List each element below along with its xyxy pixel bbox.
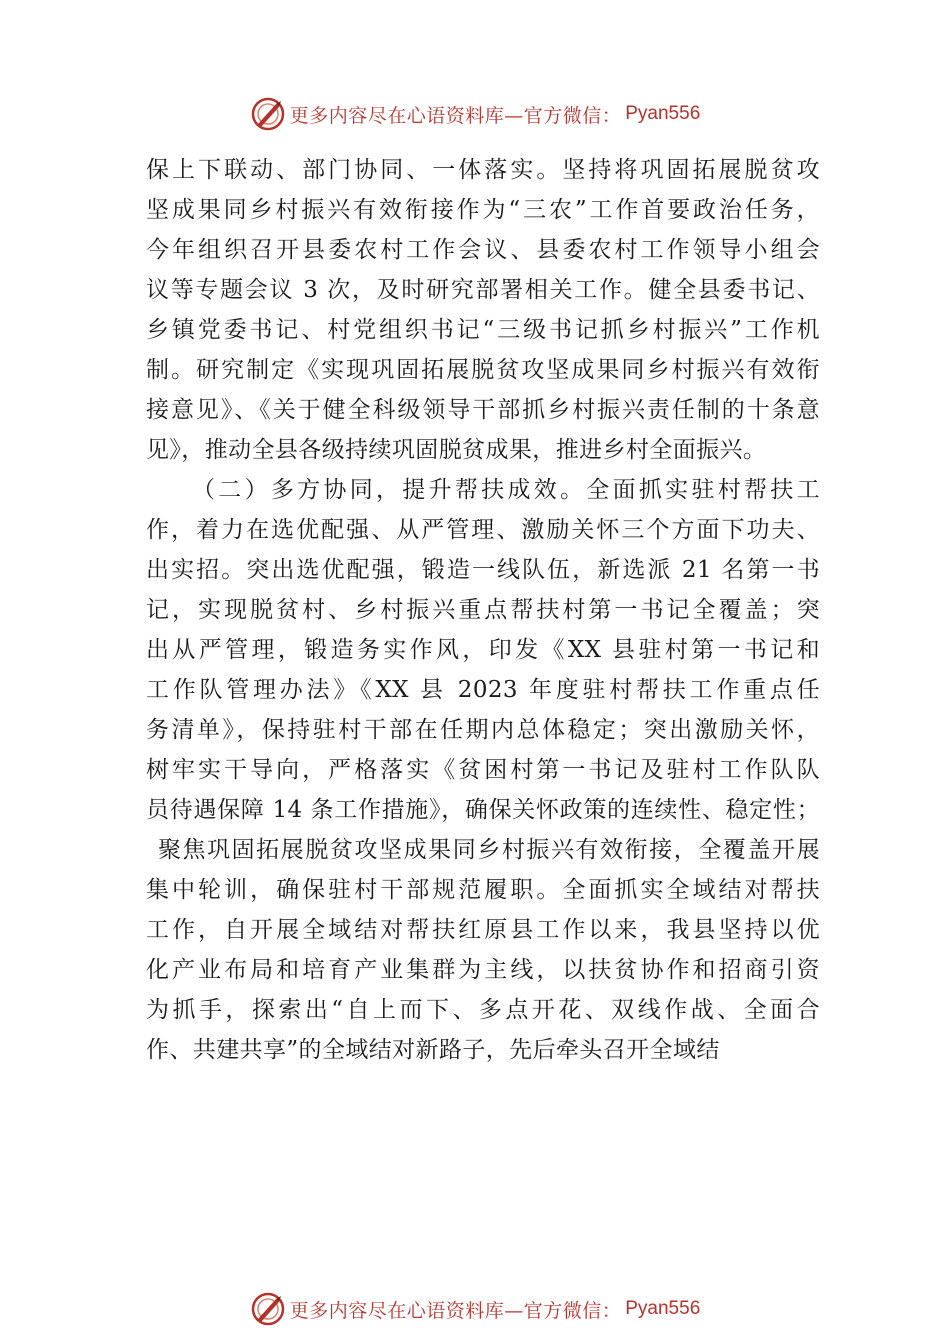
body-line: 化产业布局和培育产业集群为主线，以扶贫协作和招商引资: [146, 957, 820, 983]
body-line: 今年组织召开县委农村工作会议、县委农村工作领导小组会: [146, 237, 820, 263]
document-body: [146, 150, 820, 1070]
section-heading-line: （二）多方协同，提升帮扶成效。全面抓实驻村帮扶工: [192, 477, 820, 503]
body-line: 坚成果同乡村振兴有效衔接作为“三农”工作首要政治任务，: [146, 197, 820, 223]
body-line: 树牢实干导向，严格落实《贫困村第一书记及驻村工作队队: [146, 757, 820, 783]
body-line: 出从严管理，锻造务实作风，印发《XX 县驻村第一书记和: [146, 637, 820, 663]
body-line: 作、共建共享”的全域结对新路子，先后牵头召开全域结: [146, 1037, 720, 1063]
body-line: 工作，自开展全域结对帮扶红原县工作以来，我县坚持以优: [146, 917, 820, 943]
body-line: 接意见》、《关于健全科级领导干部抓乡村振兴责任制的十条意: [146, 397, 820, 423]
body-line: 出实招。突出选优配强，锻造一线队伍，新选派 21 名第一书: [146, 557, 820, 583]
body-line: 员待遇保障 14 条工作措施》，确保关怀政策的连续性、稳定性；: [146, 797, 820, 823]
pen-seal-logo-icon: [250, 96, 286, 132]
banner-text: 更多内容尽在心语资料库—官方微信：: [289, 1299, 622, 1322]
body-line: 见》，推动全县各级持续巩固脱贫成果，推进乡村全面振兴。: [146, 437, 767, 463]
body-line: 保上下联动、部门协同、一体落实。坚持将巩固拓展脱贫攻: [146, 157, 820, 183]
body-line: 记，实现脱贫村、乡村振兴重点帮扶村第一书记全覆盖；突: [146, 597, 820, 623]
body-line: 为抓手，探索出“自上而下、多点开花、双线作战、全面合: [146, 997, 820, 1023]
body-line: 议等专题会议 3 次，及时研究部署相关工作。健全县委书记、: [146, 277, 820, 303]
body-line: 集中轮训，确保驻村干部规范履职。全面抓实全域结对帮扶: [146, 877, 820, 903]
body-line: 聚焦巩固拓展脱贫攻坚成果同乡村振兴有效衔接，全覆盖开展: [158, 837, 820, 863]
banner-wechat-id: Pyan556: [625, 103, 701, 124]
body-line: 作，着力在选优配强、从严管理、激励关怀三个方面下功夫、: [146, 517, 820, 543]
banner-text: 更多内容尽在心语资料库—官方微信：: [289, 104, 622, 127]
banner-wechat-id: Pyan556: [625, 1298, 701, 1319]
footer-banner: [0, 1289, 950, 1329]
body-line: 制。研究制定《实现巩固拓展脱贫攻坚成果同乡村振兴有效衔: [146, 357, 820, 383]
body-line: 务清单》，保持驻村干部在任期内总体稳定；突出激励关怀，: [146, 717, 820, 743]
body-line: 工作队管理办法》《XX 县 2023 年度驻村帮扶工作重点任: [146, 677, 820, 703]
header-banner: [0, 94, 950, 134]
pen-seal-logo-icon: [250, 1291, 286, 1327]
body-line: 乡镇党委书记、村党组织书记“三级书记抓乡村振兴”工作机: [146, 317, 820, 343]
